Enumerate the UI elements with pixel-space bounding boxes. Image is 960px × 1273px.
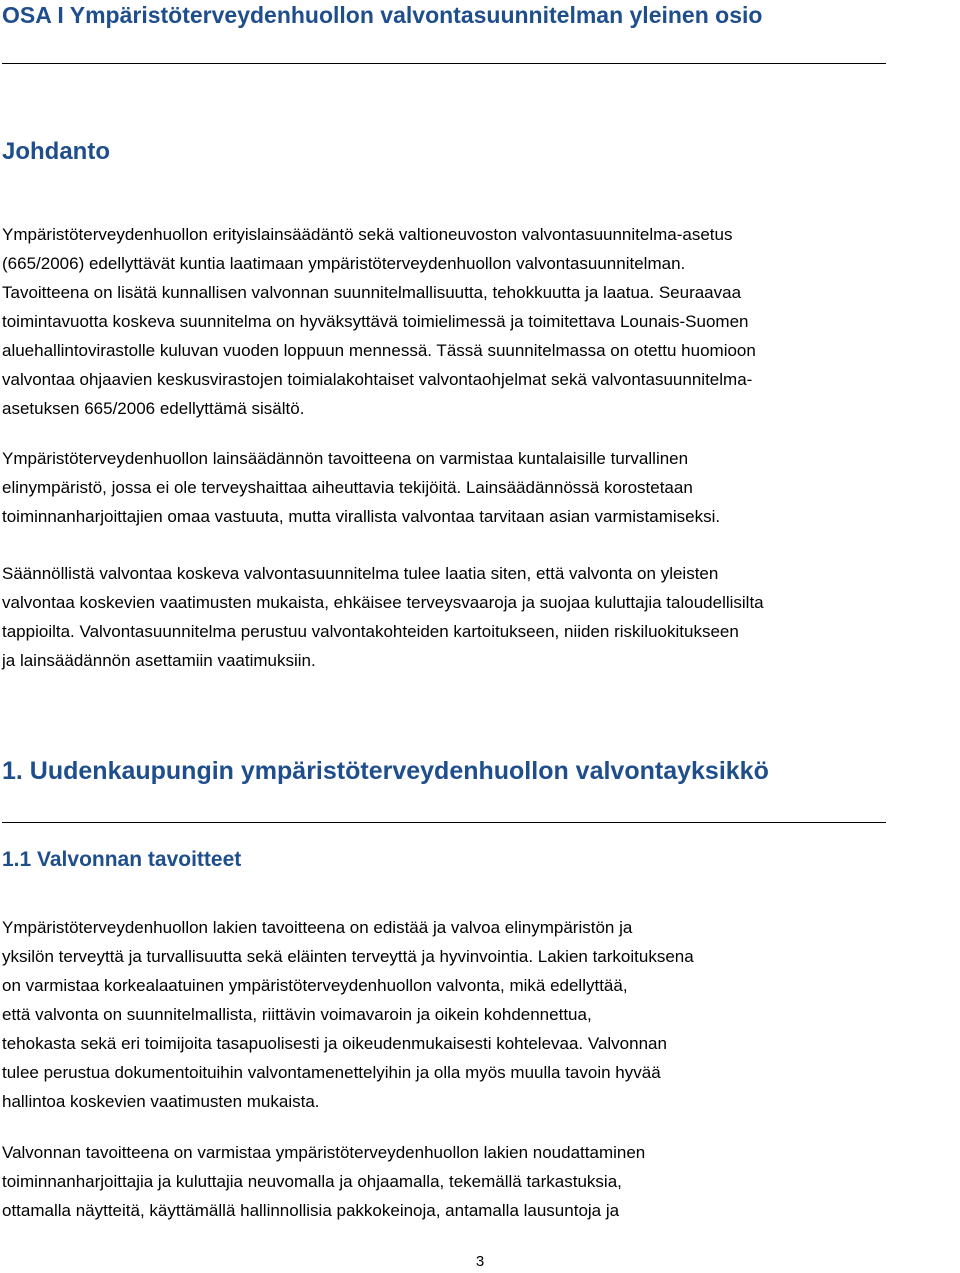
text-line: toiminnanharjoittajia ja kuluttajia neuvomalla ja ohjaamalla, tekemällä tarkastuksia, (2, 1172, 622, 1191)
text-line: asetuksen 665/2006 edellyttämä sisältö. (2, 399, 305, 418)
text-line: Ympäristöterveydenhuollon lakien tavoitteena on edistää ja valvoa elinympäristön ja (2, 918, 633, 937)
text-line: Tavoitteena on lisätä kunnallisen valvonnan suunnitelmallisuutta, tehokkuutta ja laatua. Seuraavaa (2, 283, 742, 302)
document-title: OSA I Ympäristöterveydenhuollon valvontasuunnitelman yleinen osio (2, 2, 763, 28)
section-underline (2, 822, 886, 823)
intro-paragraph (2, 220, 756, 423)
text-line: Säännöllistä valvontaa koskeva valvontasuunnitelma tulee laatia siten, että valvonta on yleisten (2, 564, 719, 583)
text-line: tehokasta sekä eri toimijoita tasapuolisesti ja oikeudenmukaisesti kohtelevaa. Valvonnan (2, 1034, 667, 1053)
intro-heading: Johdanto (2, 138, 110, 165)
text-line: on varmistaa korkealaatuinen ympäristöterveydenhuollon valvonta, mikä edellyttää, (2, 976, 628, 995)
title-underline (2, 63, 886, 64)
text-line: ja lainsäädännön asettamiin vaatimuksiin. (2, 651, 316, 670)
text-line: (665/2006) edellyttävät kuntia laatimaan ympäristöterveydenhuollon valvontasuunnitelman. (2, 254, 686, 273)
text-line: ottamalla näytteitä, käyttämällä hallinnollisia pakkokeinoja, antamalla lausuntoja ja (2, 1201, 620, 1220)
text-line: valvontaa koskevien vaatimusten mukaista, ehkäisee terveysvaaroja ja suojaa kuluttajia taloudellisilta (2, 593, 764, 612)
section-paragraph (2, 1138, 645, 1225)
intro-paragraph (2, 559, 764, 675)
text-line: toiminnanharjoittajien omaa vastuuta, mutta virallista valvontaa tarvitaan asian varmistamiseksi. (2, 507, 721, 526)
text-line: aluehallintovirastolle kuluvan vuoden loppuun mennessä. Tässä suunnitelmassa on otettu huomioon (2, 341, 756, 360)
subsection-heading: 1.1 Valvonnan tavoitteet (2, 848, 242, 871)
section-paragraph (2, 913, 694, 1116)
text-line: Ympäristöterveydenhuollon lainsäädännön tavoitteena on varmistaa kuntalaisille turvallinen (2, 449, 689, 468)
page-number: 3 (475, 1253, 485, 1270)
text-line: tappioilta. Valvontasuunnitelma perustuu valvontakohteiden kartoitukseen, niiden riskiluokitukseen (2, 622, 739, 641)
text-line: toimintavuotta koskeva suunnitelma on hyväksyttävä toimielimessä ja toimitettava Lounais-Suomen (2, 312, 749, 331)
intro-paragraph (2, 444, 720, 531)
text-line: että valvonta on suunnitelmallista, riittävin voimavaroin ja oikein kohdennettua, (2, 1005, 592, 1024)
text-line: tulee perustua dokumentoituihin valvontamenettelyihin ja olla myös muulla tavoin hyvää (2, 1063, 661, 1082)
text-line: Ympäristöterveydenhuollon erityislainsäädäntö sekä valtioneuvoston valvontasuunnitelma-asetus (2, 225, 733, 244)
text-line: Valvonnan tavoitteena on varmistaa ympäristöterveydenhuollon lakien noudattaminen (2, 1143, 646, 1162)
text-line: valvontaa ohjaavien keskusvirastojen toimialakohtaiset valvontaohjelmat sekä valvontasuunnitelma- (2, 370, 753, 389)
text-line: yksilön terveyttä ja turvallisuutta sekä eläinten terveyttä ja hyvinvointia. Lakien tarkoituksena (2, 947, 694, 966)
section-heading: 1. Uudenkaupungin ympäristöterveydenhuollon valvontayksikkö (2, 757, 769, 785)
text-line: elinympäristö, jossa ei ole terveyshaittaa aiheuttavia tekijöitä. Lainsäädännössä korostetaan (2, 478, 693, 497)
text-line: hallintoa koskevien vaatimusten mukaista. (2, 1092, 320, 1111)
